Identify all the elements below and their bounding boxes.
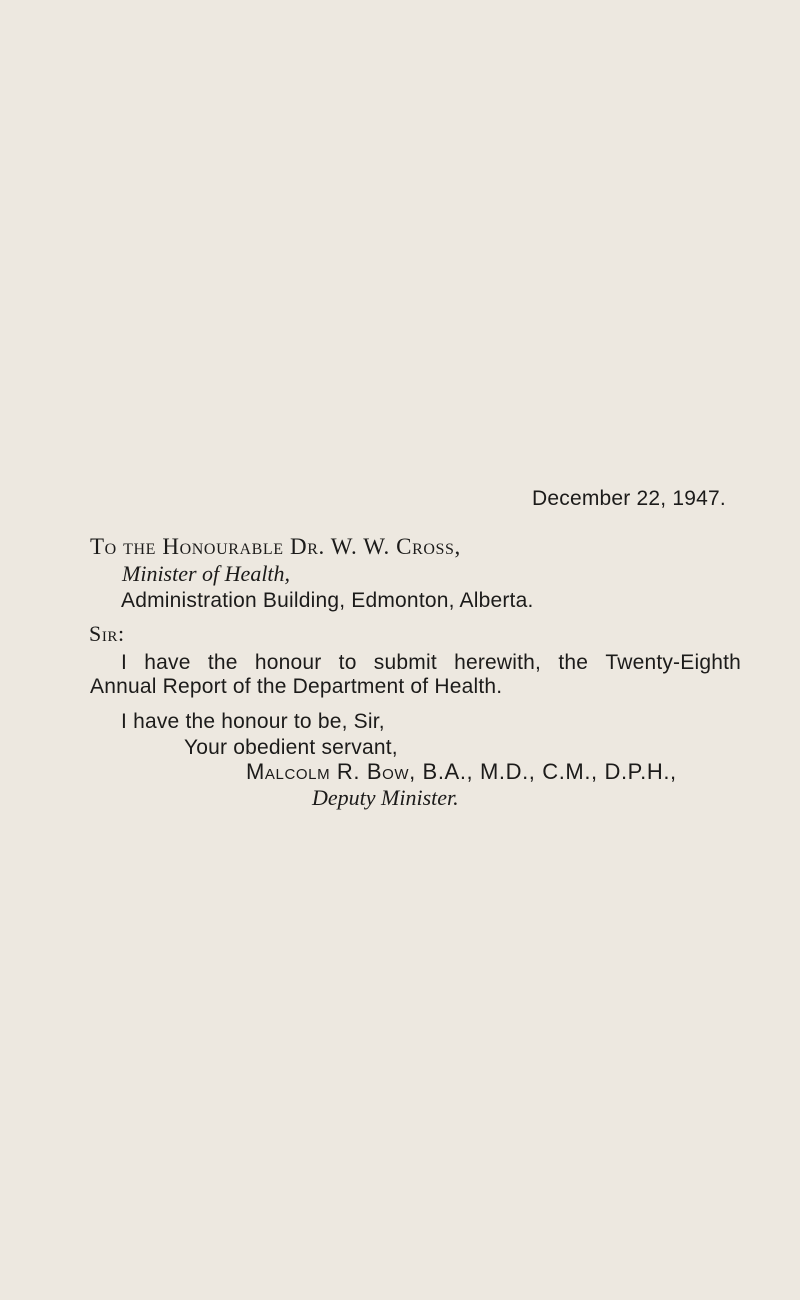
addressee-line: To the Honourable Dr. W. W. Cross, <box>90 534 461 559</box>
address-line: Administration Building, Edmonton, Alberta. <box>121 589 534 612</box>
body-word: have <box>144 651 191 674</box>
body-word: honour <box>254 651 322 674</box>
addressee-title: Minister of Health, <box>122 561 291 586</box>
body-word: the <box>558 651 589 674</box>
body-word: herewith, <box>454 651 542 674</box>
body-paragraph-line-2: Annual Report of the Department of Health. <box>90 675 503 698</box>
body-word: Twenty-Eighth <box>605 651 741 674</box>
body-word: to <box>338 651 357 674</box>
letter-date: December 22, 1947. <box>532 487 726 510</box>
closing-line-2: Your obedient servant, <box>184 736 398 759</box>
body-word: the <box>207 651 238 674</box>
body-word: I <box>121 651 128 674</box>
signature-title: Deputy Minister. <box>312 785 459 810</box>
signature-line: Malcolm R. Bow, B.A., M.D., C.M., D.P.H., <box>246 759 677 784</box>
salutation: Sir: <box>89 621 125 646</box>
body-paragraph-line-1 <box>121 652 741 673</box>
body-word: submit <box>373 651 437 674</box>
closing-line-1: I have the honour to be, Sir, <box>121 710 385 733</box>
